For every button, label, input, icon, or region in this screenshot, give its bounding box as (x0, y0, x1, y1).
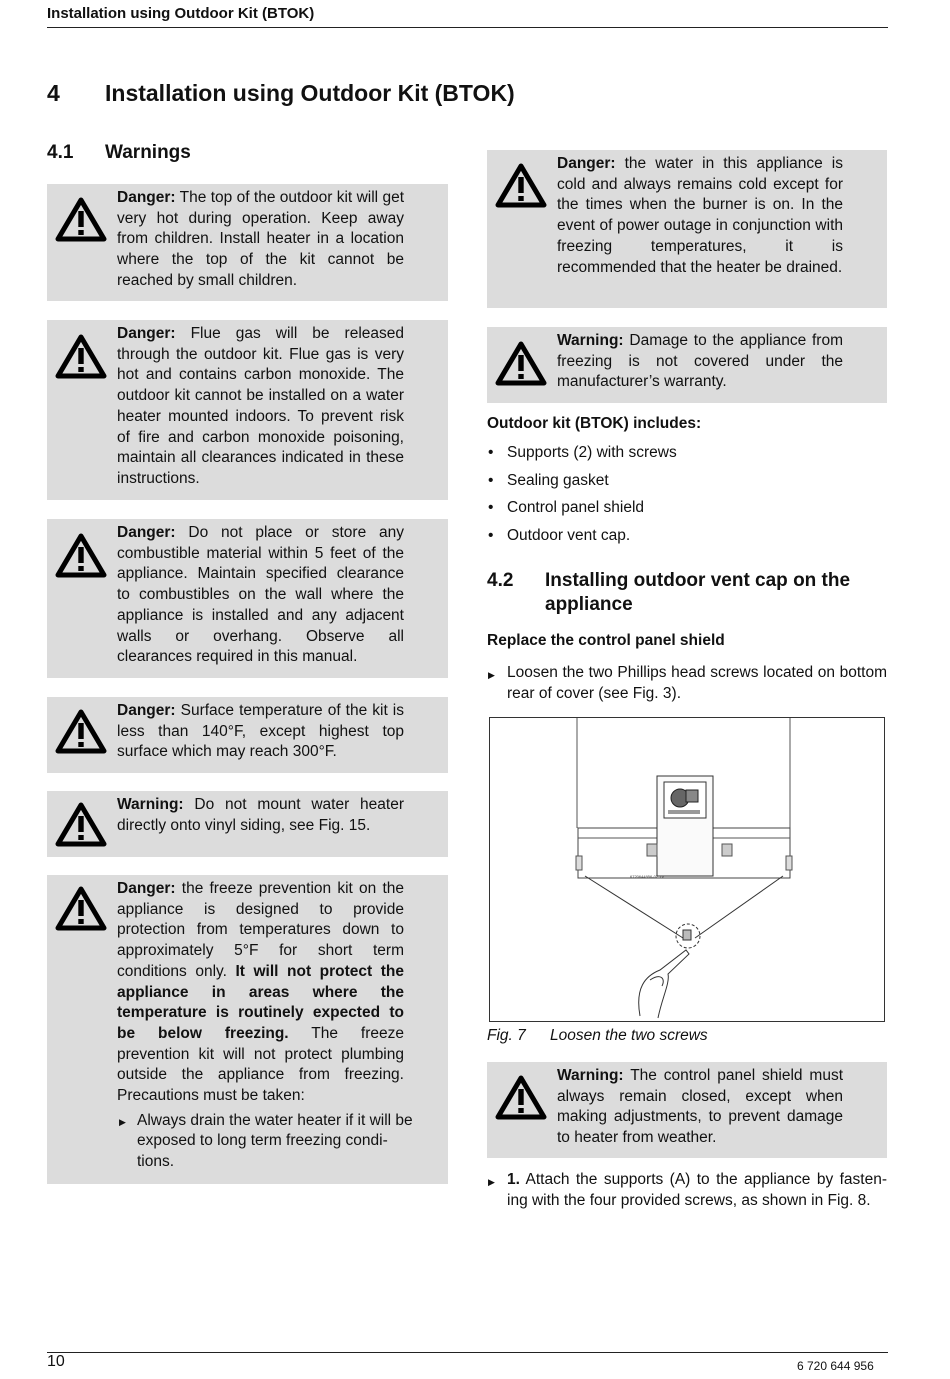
precaution-item: ▶ Always drain the water heater if it will be exposed to long term freezing condi-tions. (117, 1111, 422, 1173)
warning-box-vinyl-siding (47, 791, 448, 857)
list-item: • Control panel shield (487, 498, 677, 526)
section-4-2-heading (487, 569, 850, 617)
figure-caption-text: Loosen the two screws (550, 1027, 708, 1044)
warning-triangle-icon (55, 196, 107, 242)
document-number: 6 720 644 956 (797, 1359, 874, 1373)
warning-triangle-icon (55, 885, 107, 931)
warning-text: Damage to the appliance from freezing is not covered under the manufacturer’s warranty. (557, 332, 843, 391)
step-loosen-screws (487, 663, 887, 704)
chapter-title: Installation using Outdoor Kit (BTOK) (105, 80, 515, 106)
figure-image-code: 6720644956-02.1V (630, 874, 665, 879)
warning-text: The control panel shield must always remain closed, except when making adjustments, to prevent damage to heater from weather. (557, 1067, 843, 1147)
warning-box-freeze-prevention (47, 875, 448, 1184)
warning-text: Flue gas will be released through the outdoor kit. Flue gas is very hot and contains carbon monoxide. The outdoor kit cannot be installed on a water heater mounted indoors. To prevent risk of fire and carbon monoxide poisoning, maintain all clearances indicated in these instructions. (117, 325, 404, 487)
warning-label: Danger: (117, 702, 176, 719)
chapter-heading (47, 78, 515, 108)
warning-triangle-icon (55, 333, 107, 379)
warning-triangle-icon (495, 340, 547, 386)
warning-box-hot-top (47, 184, 448, 301)
replace-shield-heading: Replace the control panel shield (487, 632, 725, 649)
warning-triangle-icon (55, 801, 107, 847)
warning-text-continued: The freeze prevention kit will not protect plumbing outside the appliance from freezing. Precautions must be taken: (117, 1024, 405, 1105)
kit-includes-heading: Outdoor kit (BTOK) includes: (487, 415, 702, 432)
list-item: • Supports (2) with screws (487, 443, 677, 471)
warning-bold-text: It will not protect the appliance in areas where the temperature is routinely expected to be below freezing. (117, 962, 404, 1042)
warning-box-combustibles (47, 519, 448, 678)
section-title-line-1: Installing outdoor vent cap on the (545, 570, 851, 591)
warning-box-cold-water (487, 150, 887, 308)
kit-includes-list (487, 443, 677, 554)
section-title (545, 569, 850, 617)
chapter-number: 4 (47, 80, 60, 106)
section-number: 4.2 (487, 570, 514, 591)
warning-label: Danger: (117, 189, 176, 206)
warning-label: Warning: (117, 796, 184, 813)
warning-text: the water in this appliance is cold and always remains cold except for the times when the burner is on. In the event of power outage in conjunction with freezing temperatures, it is recommended that the heater be drained. (557, 155, 843, 276)
figure-number: Fig. 7 (487, 1027, 526, 1044)
figure-loosen-screws (489, 717, 885, 1022)
step-number: 1. (507, 1171, 520, 1188)
section-title-line-2: appliance (545, 594, 633, 615)
section-title: Warnings (105, 142, 191, 163)
warning-triangle-icon (495, 162, 547, 208)
heater-illustration (490, 718, 884, 1021)
step-text: Loosen the two Phillips head screws located on bottom rear of cover (see Fig. 3). (507, 664, 887, 702)
warning-label: Warning: (557, 1067, 624, 1084)
step-text: Attach the supports (A) to the appliance by fasten-ing with the four provided screws, as shown in Fig. 8. (507, 1171, 887, 1209)
warning-text: The top of the outdoor kit will get very hot during operation. Keep away from children. Install heater in a location where the top of the kit cannot be reached by small children. (117, 189, 404, 289)
section-4-1-heading (47, 141, 191, 165)
running-head: Installation using Outdoor Kit (BTOK) (47, 4, 888, 28)
warning-box-flue-gas (47, 320, 448, 500)
warning-label: Danger: (117, 880, 176, 897)
footer-rule (47, 1352, 888, 1353)
warning-text: Do not place or store any combustible material within 5 feet of the appliance. Maintain specified clearance to combustibles on the wall where the appliance is installed and any adjacent walls or overhang. Observe all clearances required in this manual. (117, 524, 404, 666)
step-attach-supports (487, 1170, 887, 1211)
precaution-list (117, 1111, 422, 1173)
triangle-right-icon: ▶ (488, 1177, 495, 1187)
warning-text: Surface temperature of the kit is less than 140°F, except highest top surface which may reach 300°F. (117, 702, 404, 761)
warning-triangle-icon (55, 532, 107, 578)
section-number: 4.1 (47, 142, 74, 163)
warning-triangle-icon (55, 708, 107, 754)
warning-box-control-panel-shield (487, 1062, 887, 1158)
warning-label: Danger: (117, 524, 176, 541)
warning-box-warranty (487, 327, 887, 403)
list-item: • Outdoor vent cap. (487, 526, 677, 554)
warning-label: Warning: (557, 332, 624, 349)
warning-triangle-icon (495, 1074, 547, 1120)
warning-text: Do not mount water heater directly onto vinyl siding, see Fig. 15. (117, 796, 404, 834)
warning-label: Danger: (557, 155, 616, 172)
warning-label: Danger: (117, 325, 176, 342)
figure-caption (487, 1027, 708, 1045)
page-number: 10 (47, 1353, 65, 1370)
list-item: • Sealing gasket (487, 471, 677, 499)
warning-box-surface-temperature (47, 697, 448, 773)
warning-text: the freeze prevention kit on the appliance is designed to provide protection from temperatures down to approximately 5°F for short term conditions only. (117, 880, 404, 980)
triangle-right-icon: ▶ (488, 670, 495, 680)
